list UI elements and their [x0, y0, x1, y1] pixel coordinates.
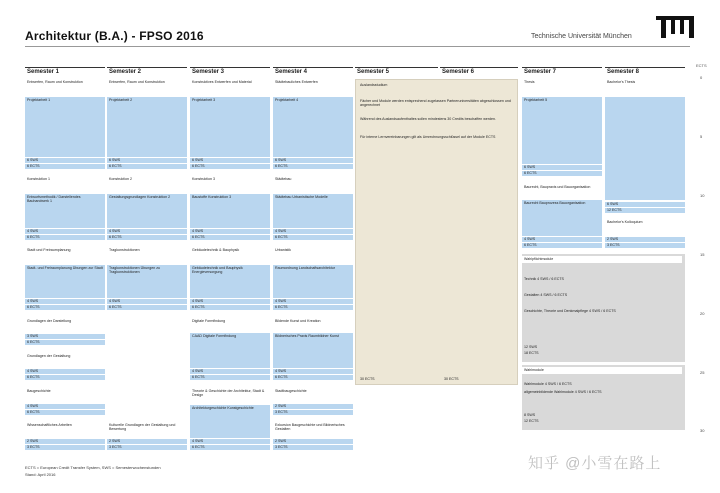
ects-axis-label: ECTS [696, 63, 707, 68]
module-sws: 2 SWS [273, 404, 353, 409]
module-title: Städtebau [273, 176, 353, 194]
module-ects: 6 ECTS [25, 235, 105, 240]
module-sws: 4 SWS [190, 369, 270, 374]
module-sws: 4 SWS [25, 299, 105, 304]
module-title: Thesis [522, 79, 602, 97]
module-title: Entwerfen, Raum und Konstruktion [107, 79, 187, 97]
module-title: Gebäudetechnik & Bauphysik [190, 247, 270, 265]
module-sws: 2 SWS [605, 237, 685, 242]
module-content: Baustoffe Konstruktion 3 [190, 194, 270, 228]
semester-1-header: Semester 1 [25, 67, 105, 76]
exchange-note-1: Fächer und Module werden entsprechend zugelassen Partneruniversitäten abgeschlossen und angerechnet [360, 99, 511, 108]
module-title: Bachelor's Thesis [605, 79, 685, 97]
ects-tick: 30 [700, 428, 705, 433]
module-content: Projektarbeit 4 [273, 97, 353, 157]
module-title: Theorie & Geschichte der Architektur, Stadt & Design [190, 388, 270, 405]
module-title: Grundlagen der Gestaltung [25, 353, 105, 368]
footnote-date: Stand: April 2016 [25, 472, 56, 477]
module-sws: 4 SWS [273, 369, 353, 374]
elective-line: allgemeinbildende Wahlmodule 4 SWS / 6 ECTS [524, 390, 602, 394]
module-sws: 2 SWS [25, 439, 105, 444]
semester-8-header: Semester 8 [605, 67, 685, 76]
module-content: Stadt- und Freiraumplanung Übungen zur Stadt [25, 265, 105, 298]
module-ects: 12 ECTS [522, 419, 602, 424]
module-content: Raumordnung Landschaftsarchitektur [273, 265, 353, 298]
module-sws: 6 SWS [107, 158, 187, 163]
module-content: Architekturgeschichte Kunstgeschichte [190, 405, 270, 438]
elective-line: Technik 4 SWS / 6 ECTS [524, 277, 564, 281]
exchange-note-3: Für interne Lernvereinbarungen gilt als Umrechnungsschlüssel auf der Module ECTS [360, 135, 496, 139]
semester-5-header: Semester 5 [355, 67, 438, 76]
module-sws: 2 SWS [107, 439, 187, 444]
module-content: Projektarbeit 3 [190, 97, 270, 157]
semester-6-ects: 30 ECTS [444, 377, 459, 381]
module-ects: 6 ECTS [190, 305, 270, 310]
module-ects: 6 ECTS [25, 340, 105, 345]
module-ects: 6 ECTS [25, 375, 105, 380]
module-content: Städtebau Urbanistische Modelle [273, 194, 353, 228]
module-ects: 6 ECTS [273, 164, 353, 169]
module-title: Wahlpflichtmodule [522, 256, 682, 263]
university-name: Technische Universität München [531, 33, 632, 40]
ects-tick: 0 [700, 75, 703, 80]
watermark: 知乎 @小雪在路上 [528, 455, 662, 472]
module-ects: 12 ECTS [605, 208, 685, 213]
module-sws: 8 SWS [522, 413, 602, 418]
header-divider [25, 46, 690, 47]
module-sws: 12 SWS [522, 345, 602, 350]
semester-6-header: Semester 6 [440, 67, 518, 76]
ects-tick: 10 [700, 193, 705, 198]
module-sws: 4 SWS [25, 229, 105, 234]
module-sws: 6 SWS [25, 158, 105, 163]
module-title: Entwerfen, Raum und Konstruktion [25, 79, 105, 97]
module-content: Gebäudetechnik und Bauphysik Energieversorgung [190, 265, 270, 298]
module-title: Baugeschichte [25, 388, 105, 403]
semester-7-header: Semester 7 [522, 67, 602, 76]
elective-line: Wahlmodule 4 SWS / 6 ECTS [524, 382, 572, 386]
module-sws: 6 SWS [522, 165, 602, 170]
ects-tick: 15 [700, 252, 705, 257]
module-title: Grundlagen der Darstellung [25, 318, 105, 333]
module-sws: 4 SWS [25, 404, 105, 409]
module-ects: 18 ECTS [522, 351, 602, 356]
module-title: Bildende Kunst und Kreation [273, 318, 353, 333]
module-sws: 3 SWS [25, 334, 105, 339]
exchange-semester-block [355, 79, 518, 385]
module-sws: 4 SWS [273, 299, 353, 304]
module-ects: 6 ECTS [273, 375, 353, 380]
module-sws: 4 SWS [25, 369, 105, 374]
module-title: Tragkonstruktionen [107, 247, 187, 265]
module-title: Baurecht, Baupraxis und Bauorganisation [522, 184, 602, 200]
elective-modules-block [522, 254, 685, 362]
module-ects: 6 ECTS [522, 171, 602, 176]
ects-tick: 25 [700, 370, 705, 375]
module-ects: 6 ECTS [273, 235, 353, 240]
tum-logo [656, 16, 694, 38]
module-sws: 4 SWS [522, 237, 602, 242]
exchange-note-2: Während des Auslandsaufenthaltes sollen mindestens 30 Credits beschaffen werden. [360, 117, 496, 121]
semester-3-header: Semester 3 [190, 67, 270, 76]
module-content [605, 97, 685, 200]
module-content: Entwurfsmethodik / Darstellendes Bauhandwerk 1 [25, 194, 105, 228]
module-content: Projektarbeit 1 [25, 97, 105, 157]
exchange-title: Auslandsstudium [360, 83, 388, 87]
page-title: Architektur (B.A.) - FPSO 2016 [25, 29, 204, 43]
module-ects: 6 ECTS [25, 305, 105, 310]
module-ects: 6 ECTS [190, 235, 270, 240]
module-title: Konstruktives Entwerfen und Material [190, 79, 270, 97]
module-ects: 3 ECTS [25, 445, 105, 450]
module-title: Wahlmodule [522, 367, 682, 374]
module-ects: 6 ECTS [107, 305, 187, 310]
module-ects: 6 ECTS [25, 164, 105, 169]
module-content: Projektarbeit 5 [522, 97, 602, 164]
free-elective-modules-block [522, 365, 685, 430]
module-title: Wissenschaftliches Arbeiten [25, 422, 105, 438]
ects-tick: 20 [700, 311, 705, 316]
module-sws: 4 SWS [107, 299, 187, 304]
ects-tick: 5 [700, 134, 703, 139]
module-title: Stadtbaugeschichte [273, 388, 353, 403]
module-ects: 3 ECTS [273, 445, 353, 450]
module-content: Bildnerisches Praxis Raumbildner Kunst [273, 333, 353, 368]
semester-2-header: Semester 2 [107, 67, 187, 76]
elective-line: Gestalten 4 SWS / 6 ECTS [524, 293, 568, 297]
module-ects: 6 ECTS [190, 375, 270, 380]
module-ects: 6 ECTS [107, 235, 187, 240]
module-ects: 3 ECTS [273, 410, 353, 415]
module-title: Urbanistik [273, 247, 353, 265]
module-title: Konstruktion 2 [107, 176, 187, 194]
module-sws: 4 SWS [273, 229, 353, 234]
module-title: Konstruktion 3 [190, 176, 270, 194]
elective-line: Geschichte, Theorie und Denkmalpflege 4 SWS / 6 ECTS [524, 309, 616, 313]
module-title: Städtebauliches Entwerfen [273, 79, 353, 97]
module-sws: 4 SWS [190, 299, 270, 304]
module-sws: 6 SWS [605, 202, 685, 207]
module-sws: 6 SWS [190, 158, 270, 163]
module-ects: 3 ECTS [605, 243, 685, 248]
module-sws: 6 SWS [273, 158, 353, 163]
module-sws: 4 SWS [107, 229, 187, 234]
module-ects: 6 ECTS [190, 445, 270, 450]
module-title: Exkursion Baugeschichte und Bildnerisches Gestalten [273, 422, 353, 438]
module-content: Tragkonstruktionen Übungen zu Tragkonstruktionen [107, 265, 187, 298]
module-ects: 3 ECTS [107, 445, 187, 450]
module-content: Baurecht Bauprozess Bauorganisation [522, 200, 602, 236]
module-ects: 6 ECTS [273, 305, 353, 310]
module-sws: 2 SWS [273, 439, 353, 444]
footnote-legend: ECTS = European Credit Transfer System, SWS = Semesterwochenstunden [25, 465, 161, 470]
module-content: CAAD Digitale Formfindung [190, 333, 270, 368]
module-ects: 6 ECTS [107, 164, 187, 169]
semester-5-ects: 30 ECTS [360, 377, 375, 381]
module-sws: 4 SWS [190, 439, 270, 444]
module-title: Kulturelle Grundlagen der Gestaltung und Bewertung [107, 422, 187, 438]
module-ects: 6 ECTS [190, 164, 270, 169]
module-sws: 4 SWS [190, 229, 270, 234]
module-title: Bachelor's Kolloquium [605, 219, 685, 235]
module-ects: 6 ECTS [25, 410, 105, 415]
module-content: Gestaltungsgrundlagen Konstruktion 2 [107, 194, 187, 228]
module-ects: 6 ECTS [522, 243, 602, 248]
module-content: Projektarbeit 2 [107, 97, 187, 157]
module-title: Digitale Formfindung [190, 318, 270, 333]
module-title: Stadt und Freiraumplanung [25, 247, 105, 265]
module-title: Konstruktion 1 [25, 176, 105, 194]
semester-4-header: Semester 4 [273, 67, 353, 76]
